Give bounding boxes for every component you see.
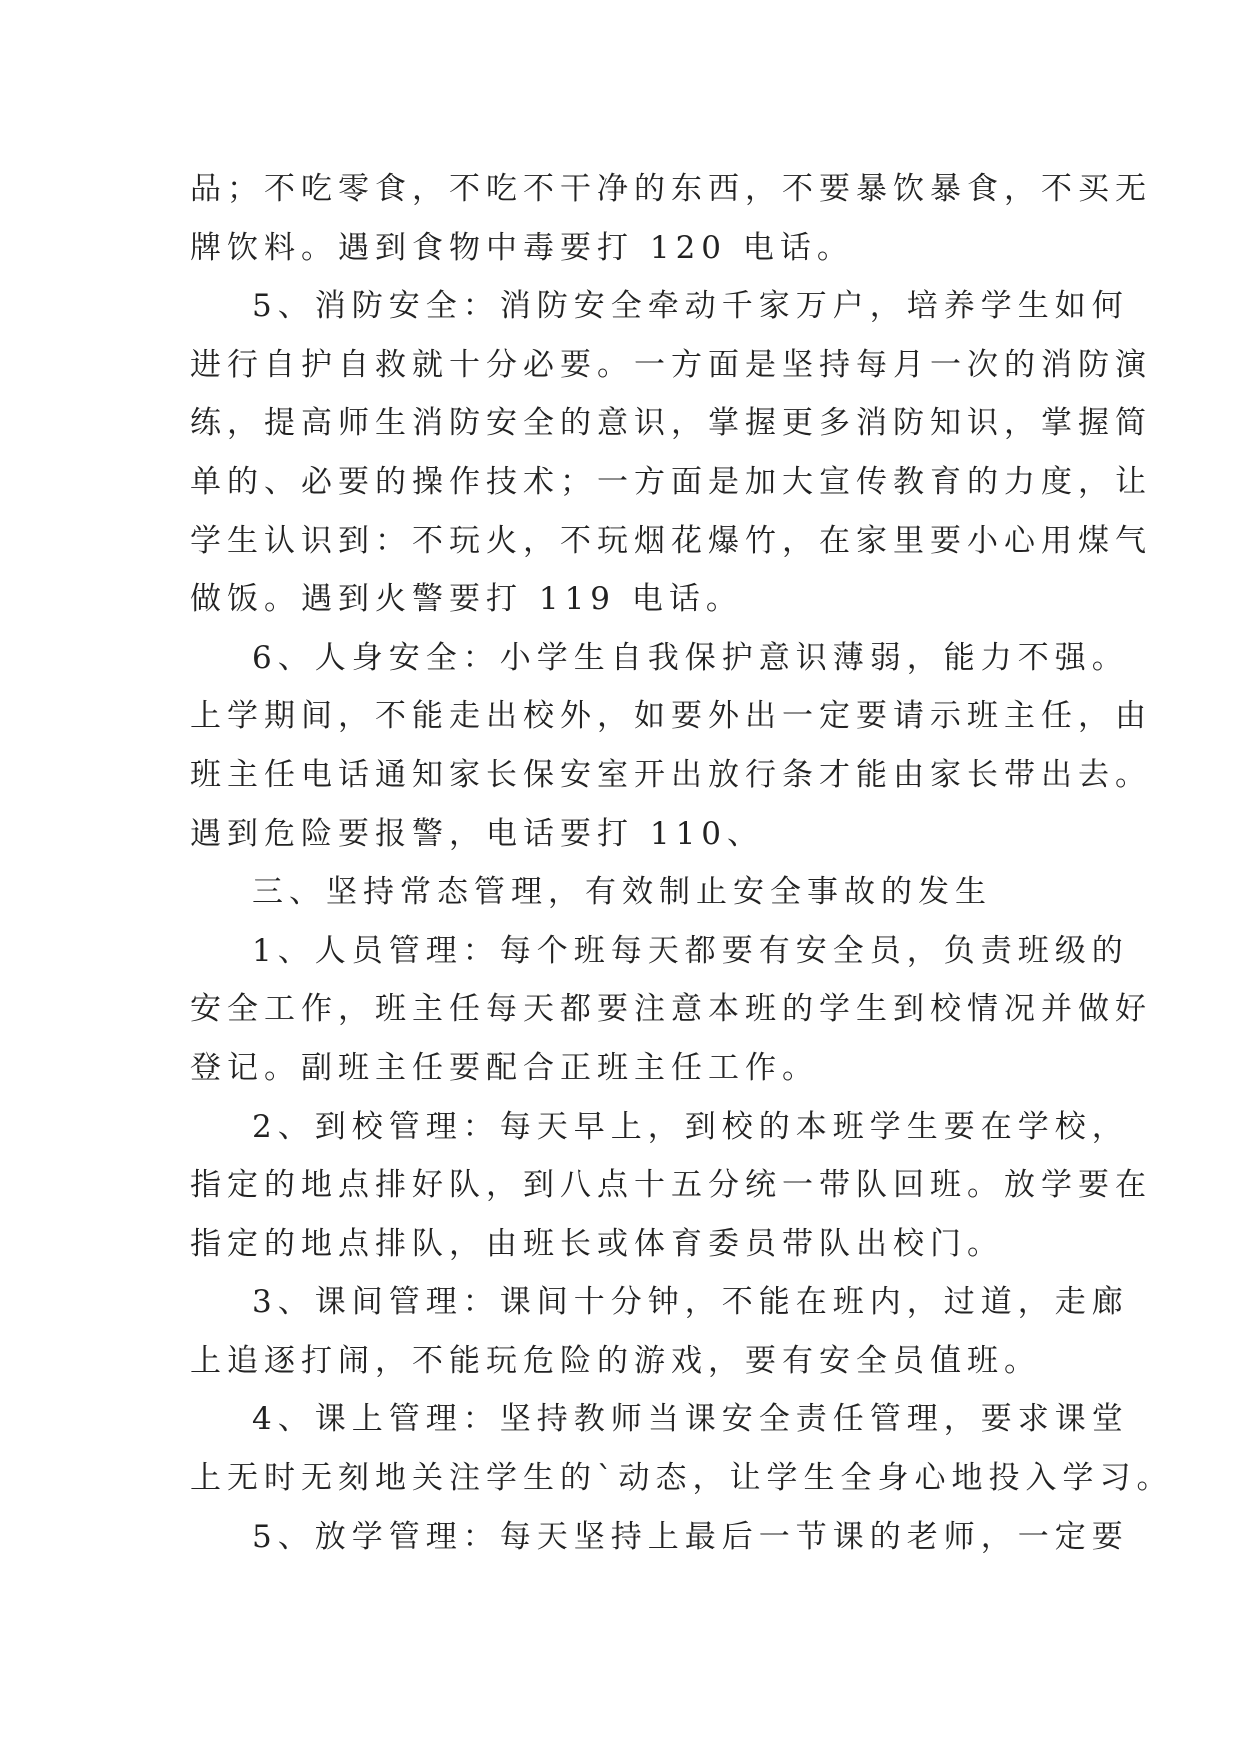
text-line: 单的、必要的操作技术；一方面是加大宣传教育的力度，让 xyxy=(190,463,1152,500)
text-line: 上无时无刻地关注学生的`动态，让学生全身心地投入学习。 xyxy=(190,1460,1174,1497)
text-line: 安全工作，班主任每天都要注意本班的学生到校情况并做好 xyxy=(190,991,1152,1028)
text-line: 学生认识到：不玩火，不玩烟花爆竹，在家里要小心用煤气 xyxy=(190,522,1152,559)
text-line: 遇到危险要报警，电话要打 110、 xyxy=(190,815,765,852)
section-heading: 三、坚持常态管理，有效制止安全事故的发生 xyxy=(252,874,992,911)
text-line: 品；不吃零食，不吃不干净的东西，不要暴饮暴食，不买无 xyxy=(190,171,1152,207)
text-line: 班主任电话通知家长保安室开出放行条才能由家长带出去。 xyxy=(190,756,1152,793)
document-body xyxy=(190,160,1174,1566)
text-line: 做饭。遇到火警要打 119 电话。 xyxy=(190,581,743,618)
text-line: 进行自护自救就十分必要。一方面是坚持每月一次的消防演 xyxy=(190,346,1152,383)
text-line: 练，提高师生消防安全的意识，掌握更多消防知识，掌握简 xyxy=(190,405,1152,442)
paragraph-start-line: 3、课间管理：课间十分钟，不能在班内，过道，走廊 xyxy=(252,1284,1129,1321)
text-line: 指定的地点排好队，到八点十五分统一带队回班。放学要在 xyxy=(190,1167,1152,1204)
paragraph-start-line: 4、课上管理：坚持教师当课安全责任管理，要求课堂 xyxy=(252,1401,1129,1438)
paragraph-start-line: 6、人身安全：小学生自我保护意识薄弱，能力不强。 xyxy=(252,639,1129,676)
text-line: 上学期间，不能走出校外，如要外出一定要请示班主任，由 xyxy=(190,698,1152,735)
paragraph-start-line: 5、消防安全：消防安全牵动千家万户，培养学生如何 xyxy=(252,288,1129,325)
paragraph-start-line: 2、到校管理：每天早上，到校的本班学生要在学校， xyxy=(252,1108,1129,1145)
text-line: 登记。副班主任要配合正班主任工作。 xyxy=(190,1049,819,1086)
text-line: 指定的地点排队，由班长或体育委员带队出校门。 xyxy=(190,1225,1004,1262)
paragraph-start-line: 1、人员管理：每个班每天都要有安全员，负责班级的 xyxy=(252,932,1129,969)
paragraph-start-line: 5、放学管理：每天坚持上最后一节课的老师，一定要 xyxy=(252,1518,1129,1555)
text-line: 牌饮料。遇到食物中毒要打 120 电话。 xyxy=(190,229,854,266)
text-line: 上追逐打闹，不能玩危险的游戏，要有安全员值班。 xyxy=(190,1342,1041,1379)
